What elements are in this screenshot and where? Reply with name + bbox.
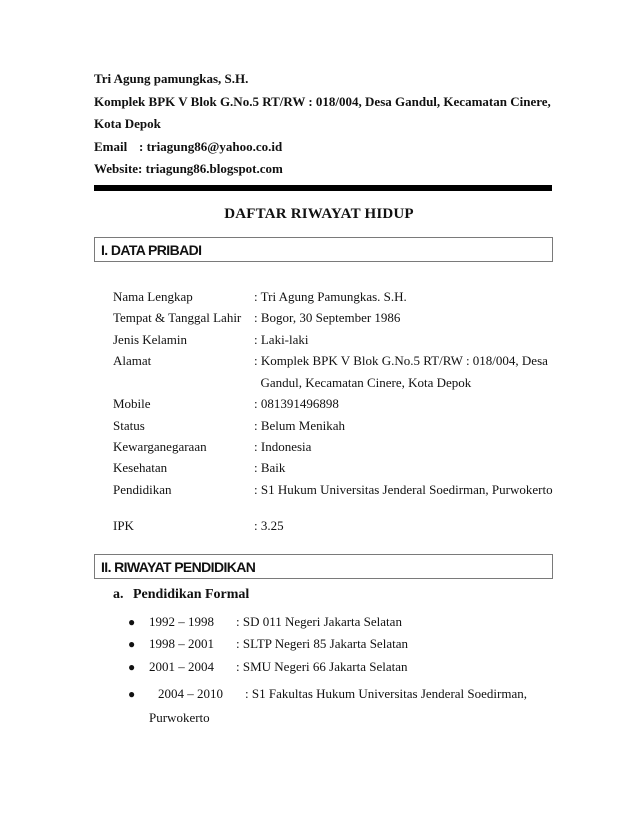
- section-personal-data: [94, 237, 553, 262]
- education-years: 2004 – 2010: [158, 686, 223, 701]
- row-label: Kewarganegaraan: [113, 439, 207, 454]
- sub-heading-text: Pendidikan Formal: [133, 587, 250, 602]
- row-label: Tempat & Tanggal Lahir: [113, 310, 242, 325]
- row-label: Pendidikan: [113, 482, 172, 497]
- education-institution: : SD 011 Negeri Jakarta Selatan: [236, 614, 402, 629]
- row-value: : 3.25: [254, 518, 284, 533]
- education-years: 2001 – 2004: [149, 659, 214, 674]
- sub-marker: a.: [113, 587, 124, 602]
- row-value: : Indonesia: [254, 439, 312, 454]
- row-label: Status: [113, 418, 145, 433]
- row-label: IPK: [113, 518, 134, 533]
- document-title: DAFTAR RIWAYAT HIDUP: [224, 206, 414, 222]
- row-value: : Tri Agung Pamungkas. S.H.: [254, 289, 407, 304]
- resume-header: [94, 68, 551, 181]
- bullet-icon: ●: [128, 687, 136, 701]
- address-line-1: Komplek BPK V Blok G.No.5 RT/RW : 018/004, Desa Gandul, Kecamatan Cinere,: [94, 93, 551, 109]
- section-education-history: [94, 554, 553, 579]
- education-institution: : SLTP Negeri 85 Jakarta Selatan: [236, 636, 408, 651]
- section-heading: II. RIWAYAT PENDIDIKAN: [101, 559, 256, 575]
- bullet-icon: ●: [128, 660, 136, 674]
- owner-name: Tri Agung pamungkas, S.H.: [94, 71, 249, 86]
- row-value: Gandul, Kecamatan Cinere, Kota Depok: [254, 375, 472, 390]
- website-line[interactable]: Website: triagung86.blogspot.com: [94, 161, 283, 176]
- row-label: Mobile: [113, 396, 151, 411]
- row-value: : Baik: [254, 460, 286, 475]
- row-value: : Laki-laki: [254, 332, 309, 347]
- row-value: : 081391496898: [254, 396, 339, 411]
- education-item-continuation: Purwokerto: [149, 710, 210, 725]
- row-value: : S1 Hukum Universitas Jenderal Soedirman, Purwokerto: [254, 482, 553, 497]
- formal-education-heading: [113, 587, 249, 603]
- row-value: : Komplek BPK V Blok G.No.5 RT/RW : 018/004, Desa: [254, 353, 548, 368]
- education-institution: : SMU Negeri 66 Jakarta Selatan: [236, 659, 408, 674]
- row-label: Jenis Kelamin: [113, 332, 188, 347]
- bullet-icon: ●: [128, 615, 136, 629]
- email-value[interactable]: : triagung86@yahoo.co.id: [139, 138, 283, 154]
- row-label: Alamat: [113, 353, 152, 368]
- row-value: : Belum Menikah: [254, 418, 345, 433]
- section-heading: I. DATA PRIBADI: [101, 242, 202, 258]
- row-label: Kesehatan: [113, 460, 168, 475]
- row-label: Nama Lengkap: [113, 289, 193, 304]
- education-years: 1992 – 1998: [149, 614, 214, 629]
- email-line: [94, 136, 551, 159]
- education-years: 1998 – 2001: [149, 636, 214, 651]
- email-label: Email: [94, 138, 128, 154]
- header-divider: [94, 185, 552, 191]
- education-institution: : S1 Fakultas Hukum Universitas Jenderal Soedirman,: [245, 686, 527, 701]
- row-value: : Bogor, 30 September 1986: [254, 310, 401, 325]
- bullet-icon: ●: [128, 637, 136, 651]
- address-line-2: Kota Depok: [94, 116, 161, 131]
